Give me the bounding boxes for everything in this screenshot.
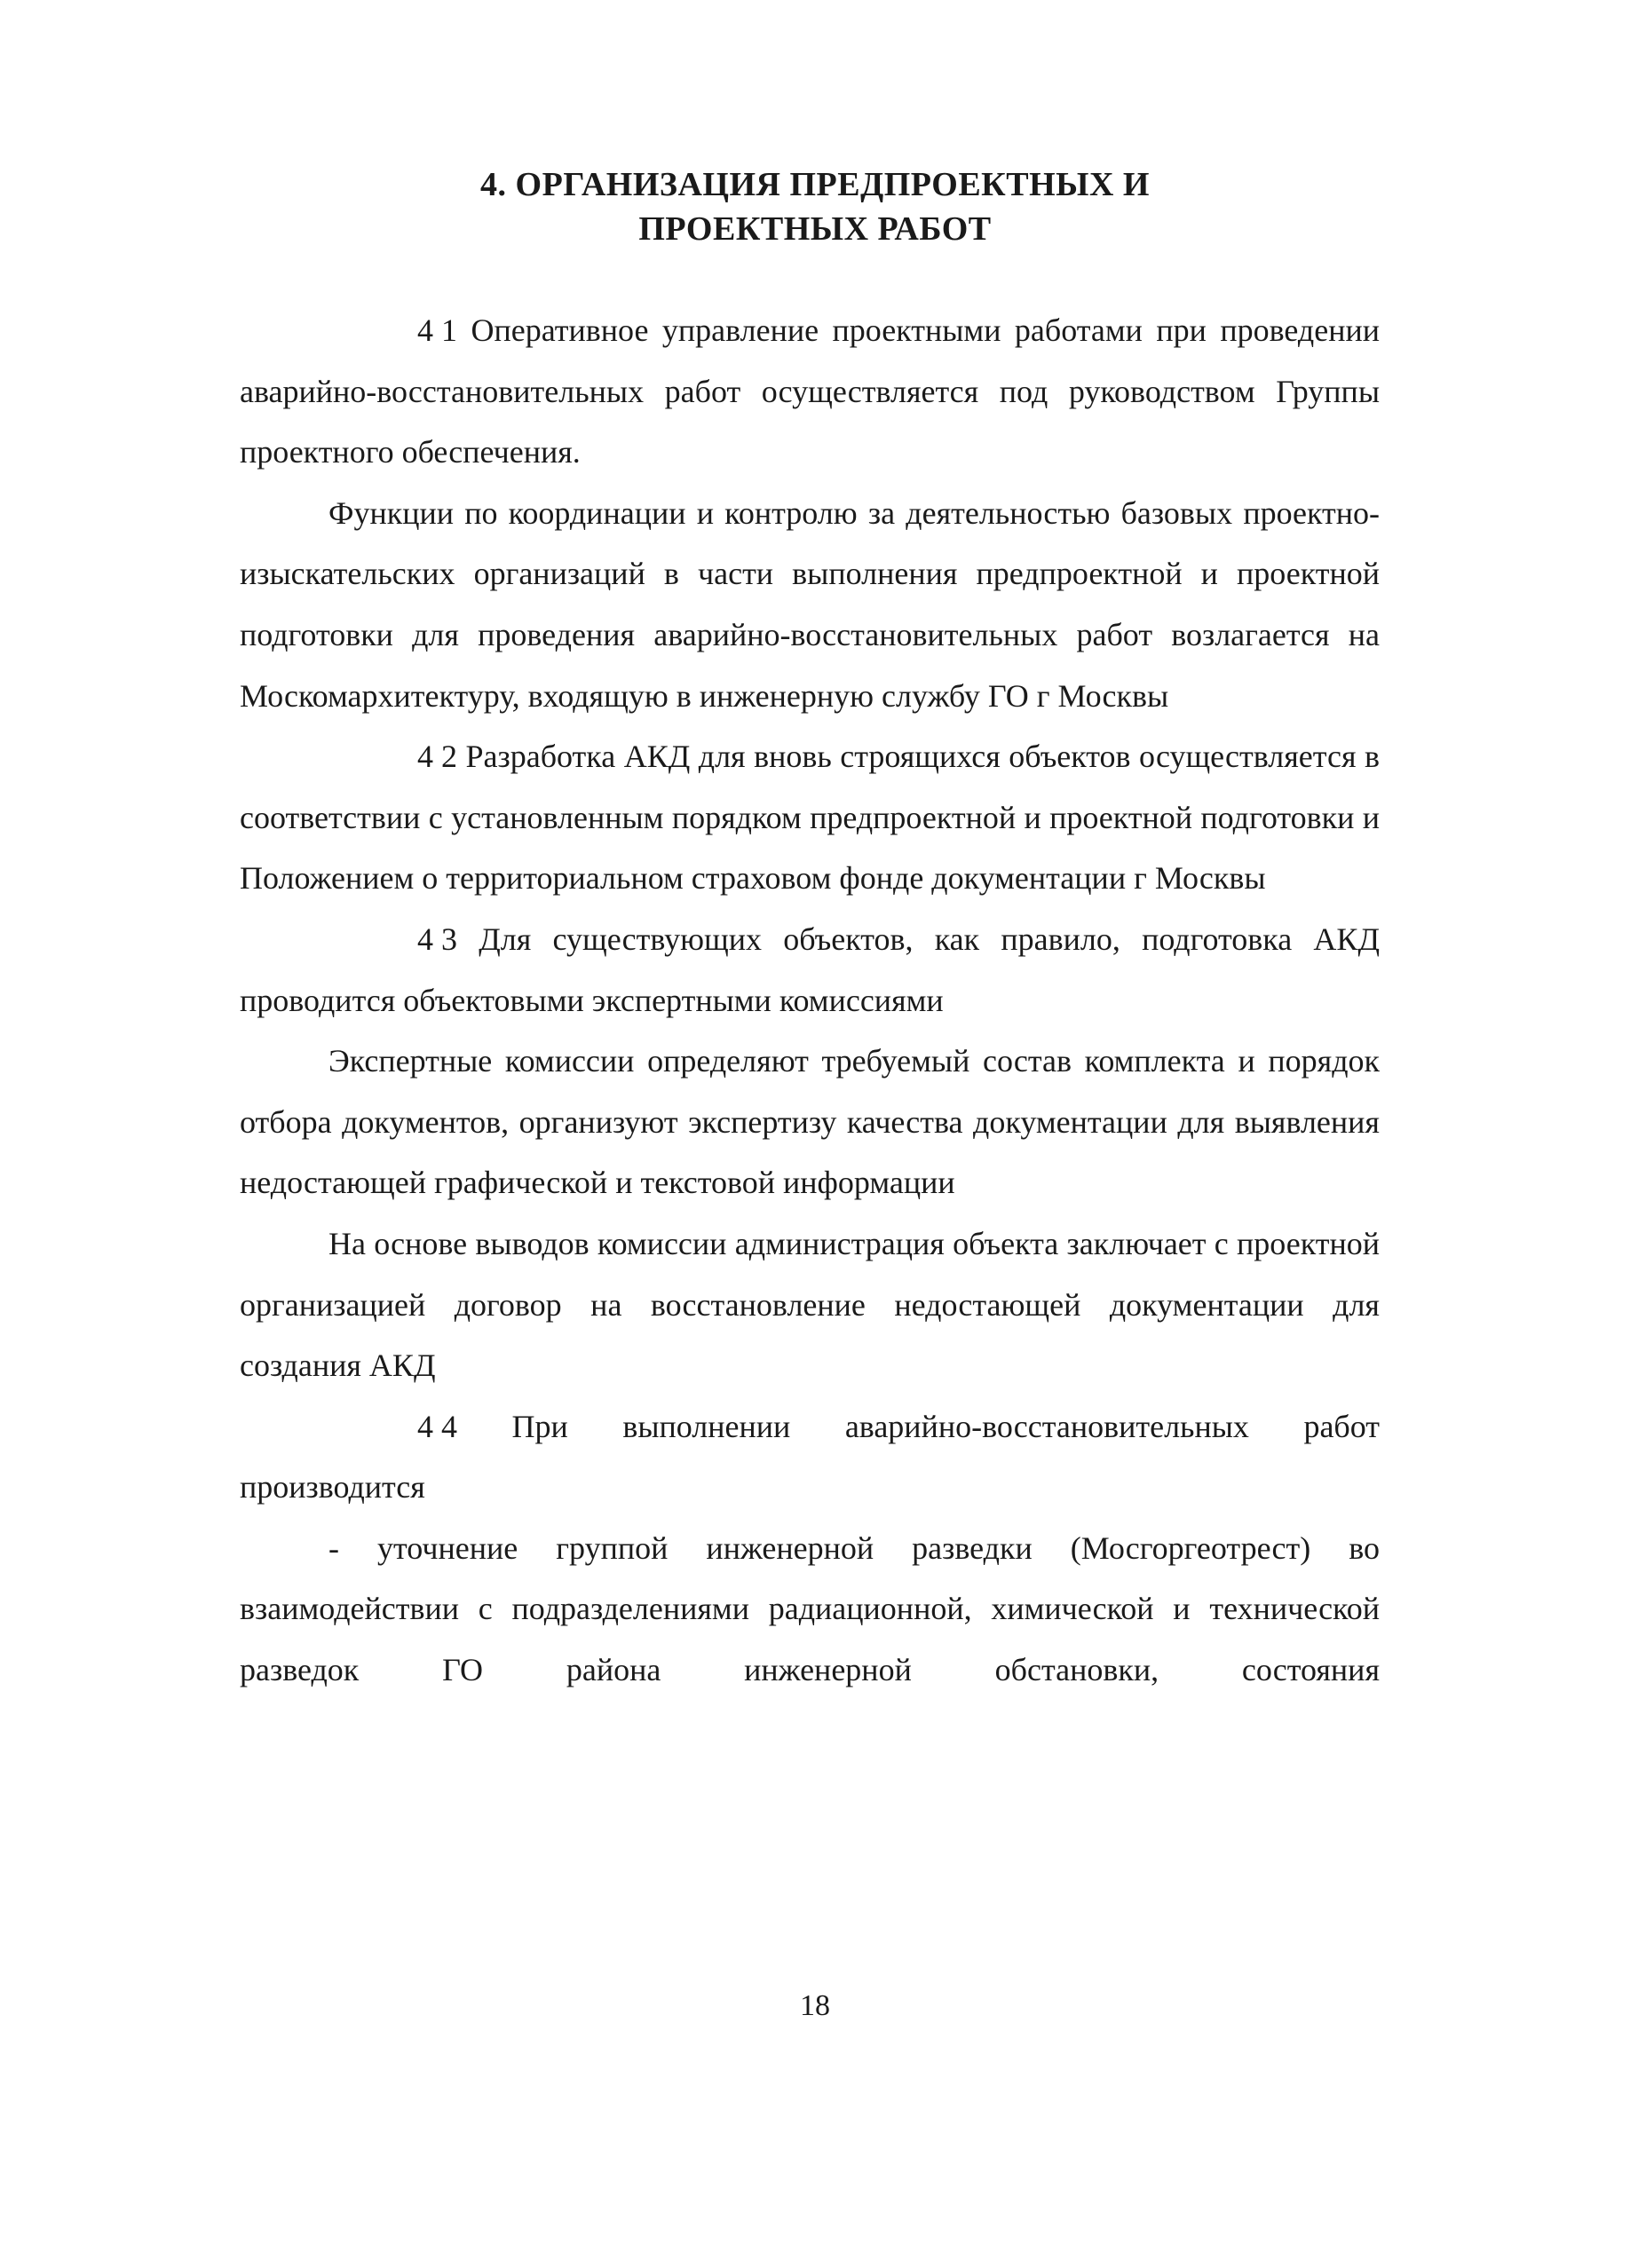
body-text (240, 300, 1380, 1701)
paragraph-number: 4 2 (417, 739, 457, 775)
paragraph-text: Оперативное управление проектными работами при проведении аварийно-восстановительных работ осуществляется под руководством Группы проектного обеспечения. (240, 312, 1380, 470)
paragraph-number: 4 3 (417, 921, 457, 957)
paragraph-text: - уточнение группой инженерной разведки (Мосгоргеотрест) во взаимодействии с подразделениями радиационной, химической и технической разведок ГО района инженерной обстановки, состояния (240, 1529, 1380, 1688)
paragraph-4-1 (240, 300, 1380, 483)
section-heading-line-2: ПРОЕКТНЫХ РАБОТ (638, 210, 992, 248)
paragraph-number: 4 4 (417, 1408, 457, 1444)
paragraph-number: 4 1 (417, 312, 457, 348)
paragraph-4-4 (240, 1396, 1380, 1518)
paragraph-text: На основе выводов комиссии администрация объекта заключает с проектной организацией договор на восстановление недостающей документации для создания АКД (240, 1225, 1380, 1384)
page-number: 18 (800, 1989, 830, 2022)
paragraph-4-2 (240, 726, 1380, 909)
paragraph-text: Для существующих объектов, как правило, подготовка АКД проводится объектовыми экспертными комиссиями (240, 921, 1380, 1018)
paragraph-expert-commissions (240, 1031, 1380, 1213)
paragraph-text: Функции по координации и контролю за деятельностью базовых проектно-изыскательских организаций в части выполнения предпроектной и проектной подготовки для проведения аварийно-восстановительных работ возлагается на Москомархитектуру, входящую в инженерную службу ГО г Москвы (240, 494, 1380, 714)
paragraph-text: Экспертные комиссии определяют требуемый состав комплекта и порядок отбора документов, организуют экспертизу качества документации для выявления недостающей графической и текстовой информации (240, 1043, 1380, 1201)
paragraph-functions (240, 483, 1380, 726)
paragraph-list-item (240, 1518, 1380, 1701)
paragraph-text: При выполнении аварийно-восстановительных работ производится (240, 1408, 1380, 1505)
section-heading-line-1: 4. ОРГАНИЗАЦИЯ ПРЕДПРОЕКТНЫХ И (480, 166, 1150, 203)
paragraph-text: Разработка АКД для вновь строящихся объектов осуществляется в соответствии с установленным порядком предпроектной и проектной подготовки и Положением о территориальном страховом фонде документации г Москвы (240, 739, 1380, 897)
paragraph-commission-conclusions (240, 1213, 1380, 1396)
paragraph-4-3 (240, 909, 1380, 1031)
